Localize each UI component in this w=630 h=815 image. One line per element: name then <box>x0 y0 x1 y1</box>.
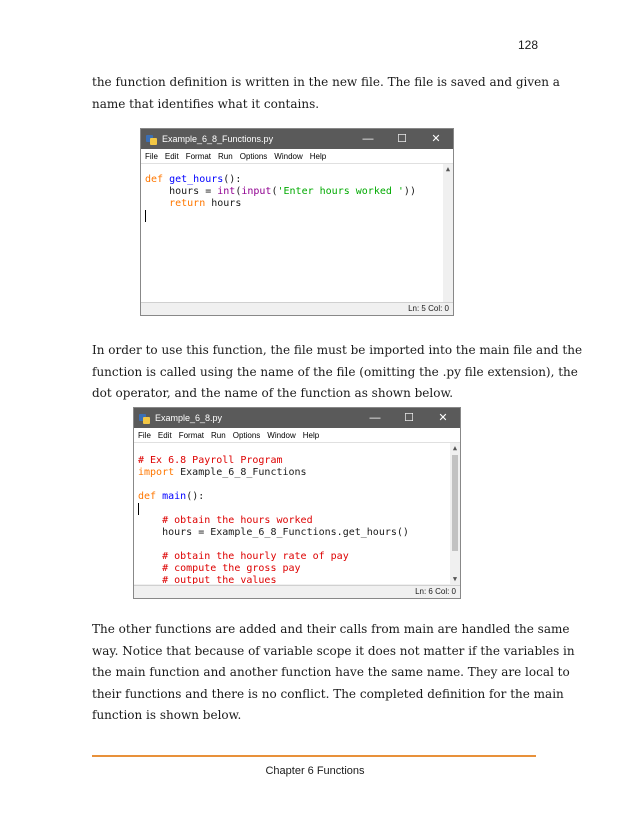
comment: # compute the gross pay <box>138 563 301 574</box>
status-bar: Ln: 5 Col: 0 <box>141 302 453 315</box>
text-line: name that identifies what it contains. <box>92 96 320 111</box>
code-text <box>138 455 409 584</box>
python-idle-icon <box>139 412 151 424</box>
footer-divider <box>92 755 536 757</box>
code-token: ( <box>271 186 278 197</box>
window-title: Example_6_8.py <box>155 413 223 423</box>
code-editor[interactable] <box>141 164 453 302</box>
close-button[interactable]: ✕ <box>438 412 448 424</box>
code-token: (): <box>186 491 205 502</box>
function-name: get_hours <box>169 174 224 185</box>
text-cursor <box>138 503 139 515</box>
menu-bar <box>134 428 460 443</box>
comment: # output the values <box>138 575 277 584</box>
menu-help[interactable]: Help <box>309 151 327 161</box>
text-line: function is shown below. <box>92 708 242 722</box>
comment: # obtain the hours worked <box>138 515 313 526</box>
text-line: function is called using the name of the file (omitting the .py file extension), the <box>92 364 578 379</box>
code-token <box>145 198 169 209</box>
menu-format[interactable]: Format <box>185 151 212 161</box>
code-text <box>145 174 416 222</box>
code-token: Example_6_8_Functions <box>174 467 307 478</box>
menu-options[interactable]: Options <box>239 151 268 161</box>
title-bar[interactable] <box>141 129 453 149</box>
keyword: import <box>138 467 175 478</box>
builtin: input <box>241 186 272 197</box>
scroll-up-icon[interactable]: ▲ <box>445 165 451 173</box>
text-cursor <box>145 210 146 222</box>
text-line: The other functions are added and their calls from main are handled the same <box>92 622 570 636</box>
menu-run[interactable]: Run <box>218 151 233 161</box>
text-line: In order to use this function, the file must be imported into the main file and the <box>92 343 583 357</box>
text-line: dot operator, and the name of the function as shown below. <box>92 386 454 400</box>
paragraph-import <box>92 340 583 405</box>
minimize-button[interactable]: — <box>362 133 374 145</box>
idle-window-functions[interactable] <box>140 128 454 316</box>
python-idle-icon <box>146 133 158 145</box>
text-line: the function definition is written in the new file. The file is saved and given a <box>92 75 560 89</box>
text-line: the main function and another function have the same name. They are local to <box>92 665 570 679</box>
menu-run[interactable]: Run <box>211 430 226 440</box>
function-name: main <box>162 491 187 502</box>
keyword: def <box>145 174 164 185</box>
comment: # Ex 6.8 Payroll Program <box>138 455 283 466</box>
scroll-down-icon[interactable]: ▼ <box>452 575 458 583</box>
menu-edit[interactable]: Edit <box>164 151 179 161</box>
menu-bar <box>141 149 453 164</box>
builtin: int <box>217 186 236 197</box>
maximize-button[interactable]: ☐ <box>404 412 414 424</box>
menu-window[interactable]: Window <box>274 151 303 161</box>
menu-options[interactable]: Options <box>232 430 261 440</box>
maximize-button[interactable]: ☐ <box>397 133 407 145</box>
code-token: hours = <box>145 186 218 197</box>
menu-file[interactable]: File <box>138 430 151 440</box>
string-literal: 'Enter hours worked ' <box>277 186 404 197</box>
title-bar[interactable] <box>134 408 460 428</box>
menu-window[interactable]: Window <box>267 430 296 440</box>
vertical-scrollbar[interactable] <box>443 164 453 302</box>
text-line: their functions and there is no conflict. The completed definition for the main <box>92 686 564 701</box>
minimize-button[interactable]: — <box>369 412 381 424</box>
keyword: def <box>138 491 157 502</box>
idle-window-main[interactable] <box>133 407 461 599</box>
vertical-scrollbar[interactable] <box>450 443 460 584</box>
scroll-thumb[interactable] <box>452 455 458 551</box>
code-token: hours = Example_6_8_Functions.get_hours() <box>138 527 409 538</box>
paragraph-scope <box>92 619 575 727</box>
code-editor[interactable] <box>134 443 460 584</box>
code-token: (): <box>223 174 242 185</box>
code-token: ( <box>235 186 242 197</box>
close-button[interactable]: ✕ <box>431 133 441 145</box>
window-title: Example_6_8_Functions.py <box>162 134 274 144</box>
code-token: hours <box>205 198 242 209</box>
paragraph-intro <box>92 72 560 115</box>
menu-file[interactable]: File <box>145 151 158 161</box>
menu-help[interactable]: Help <box>302 430 320 440</box>
keyword: return <box>169 198 206 209</box>
scroll-up-icon[interactable]: ▲ <box>452 444 458 452</box>
footer-chapter-title: Chapter 6 Functions <box>265 765 365 777</box>
code-token: )) <box>403 186 416 197</box>
text-line: way. Notice that because of variable scope it does not matter if the variables in <box>92 643 575 658</box>
menu-format[interactable]: Format <box>178 430 205 440</box>
comment: # obtain the hourly rate of pay <box>138 551 349 562</box>
status-bar: Ln: 6 Col: 0 <box>134 585 460 598</box>
menu-edit[interactable]: Edit <box>157 430 172 440</box>
page-number: 128 <box>517 38 538 52</box>
